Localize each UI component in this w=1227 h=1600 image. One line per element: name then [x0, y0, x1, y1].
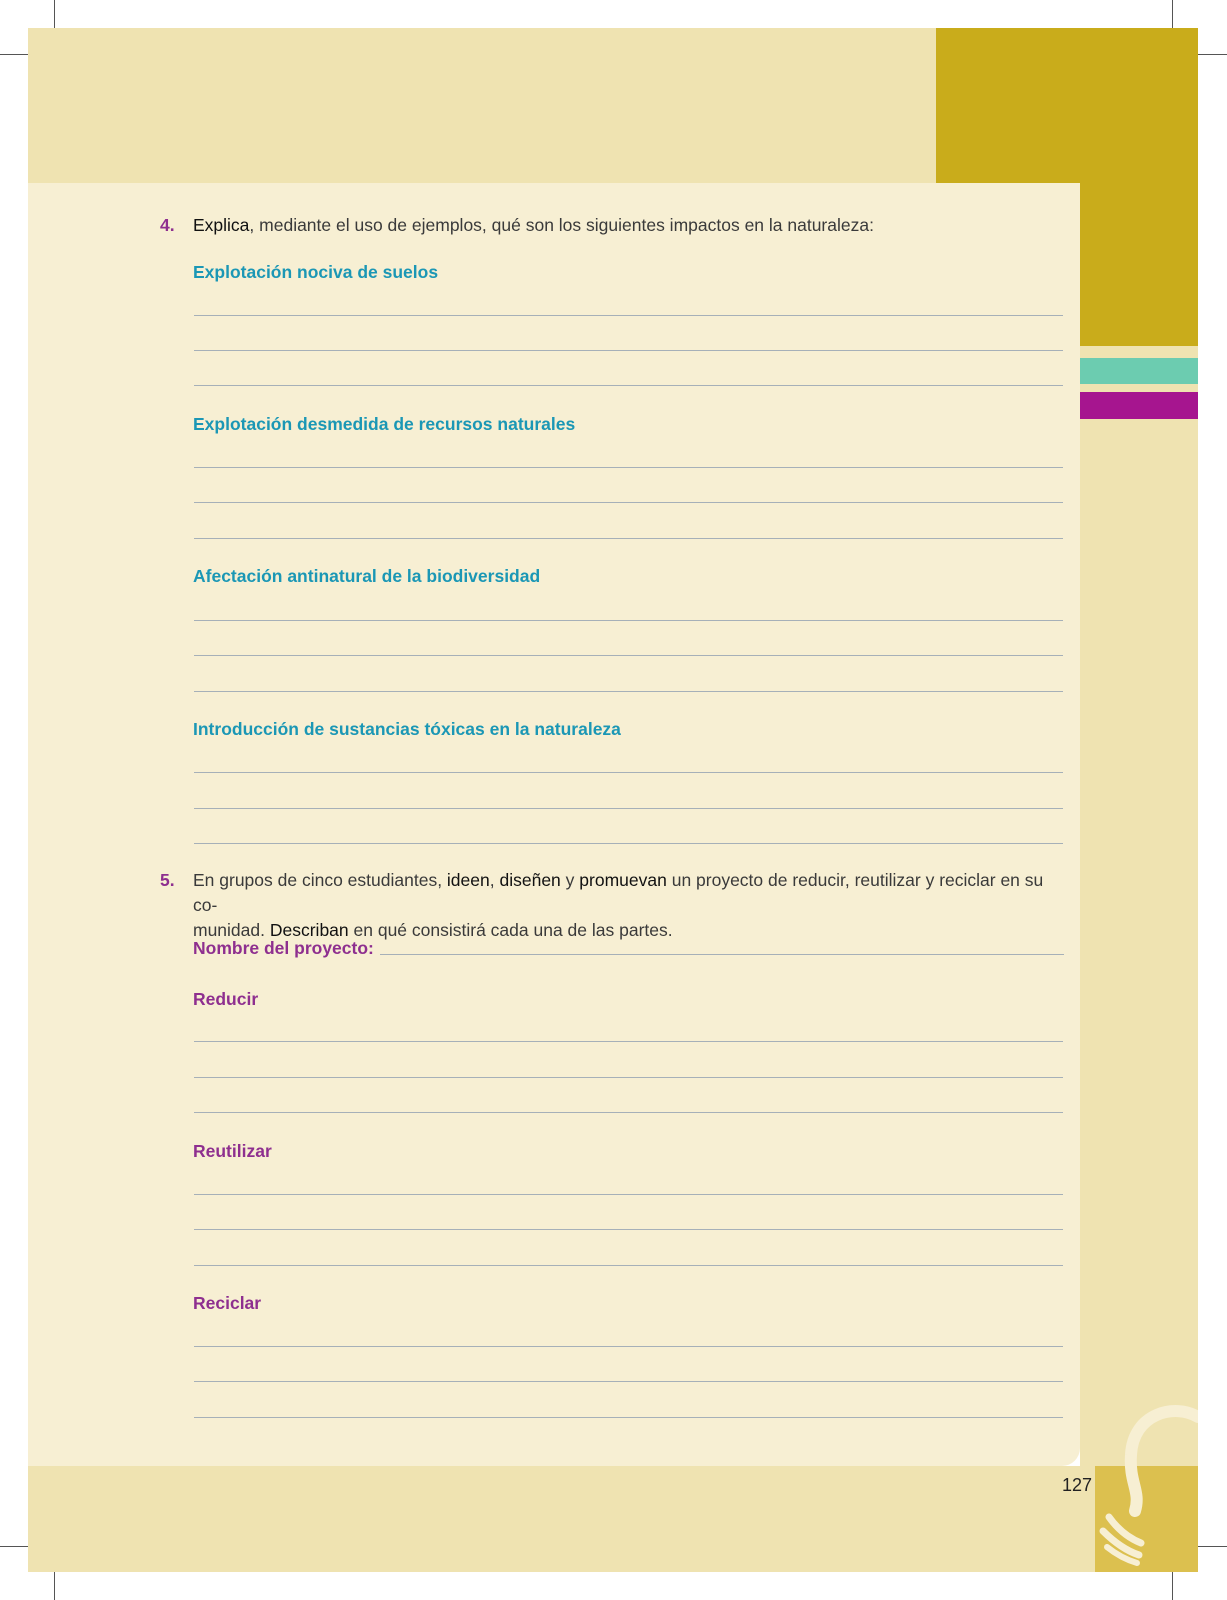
crop-mark [54, 1572, 55, 1600]
question-5-text [193, 868, 1068, 943]
answer-line[interactable] [194, 315, 1063, 316]
crop-mark [0, 54, 28, 55]
answer-line[interactable] [194, 1381, 1063, 1382]
question-4-text: Explica, mediante el uso de ejemplos, qué son los siguientes impactos en la naturaleza: [193, 215, 874, 235]
answer-line[interactable] [194, 502, 1063, 503]
answer-line[interactable] [194, 691, 1063, 692]
answer-line[interactable] [194, 808, 1063, 809]
answer-line[interactable] [194, 1112, 1063, 1113]
project-name-label: Nombre del proyecto: [193, 938, 374, 958]
answer-line[interactable] [194, 467, 1063, 468]
lightbulb-icon [1095, 1405, 1198, 1572]
question-5-line-1: En grupos de cinco estudiantes, ideen, diseñen y promuevan un proyecto de reducir, reutilizar y reciclar en su co- [193, 870, 1044, 915]
crop-mark [1198, 54, 1227, 55]
answer-line[interactable] [194, 1041, 1063, 1042]
question-4-number: 4. [160, 215, 175, 235]
crop-mark [1172, 1572, 1173, 1600]
page-number: 127 [1062, 1475, 1093, 1495]
crop-mark [1198, 1546, 1227, 1547]
teal-tab [1080, 358, 1198, 384]
crop-mark [1172, 0, 1173, 28]
section-heading: Explotación desmedida de recursos naturales [193, 414, 576, 434]
section-heading: Reciclar [193, 1293, 262, 1313]
answer-line[interactable] [194, 1229, 1063, 1230]
project-name-line[interactable] [380, 954, 1064, 955]
section-heading: Explotación nociva de suelos [193, 262, 439, 282]
content-panel [28, 183, 1080, 1466]
answer-line[interactable] [194, 843, 1063, 844]
answer-line[interactable] [194, 385, 1063, 386]
answer-line[interactable] [194, 538, 1063, 539]
answer-line[interactable] [194, 1077, 1063, 1078]
answer-line[interactable] [194, 1417, 1063, 1418]
magenta-tab [1080, 392, 1198, 419]
answer-line[interactable] [194, 620, 1063, 621]
answer-line[interactable] [194, 1265, 1063, 1266]
crop-mark [54, 0, 55, 28]
section-heading: Reutilizar [193, 1141, 272, 1161]
section-heading: Introducción de sustancias tóxicas en la naturaleza [193, 719, 621, 739]
frame-bottom [28, 1466, 1198, 1572]
answer-line[interactable] [194, 1346, 1063, 1347]
section-heading: Afectación antinatural de la biodiversidad [193, 566, 541, 586]
crop-mark [0, 1546, 28, 1547]
frame-top [28, 28, 936, 183]
section-heading: Reducir [193, 989, 259, 1009]
question-5-line-2: munidad. Describan en qué consistirá cada una de las partes. [193, 920, 673, 940]
answer-line[interactable] [194, 1194, 1063, 1195]
question-5-number: 5. [160, 870, 175, 890]
answer-line[interactable] [194, 655, 1063, 656]
answer-line[interactable] [194, 772, 1063, 773]
answer-line[interactable] [194, 350, 1063, 351]
